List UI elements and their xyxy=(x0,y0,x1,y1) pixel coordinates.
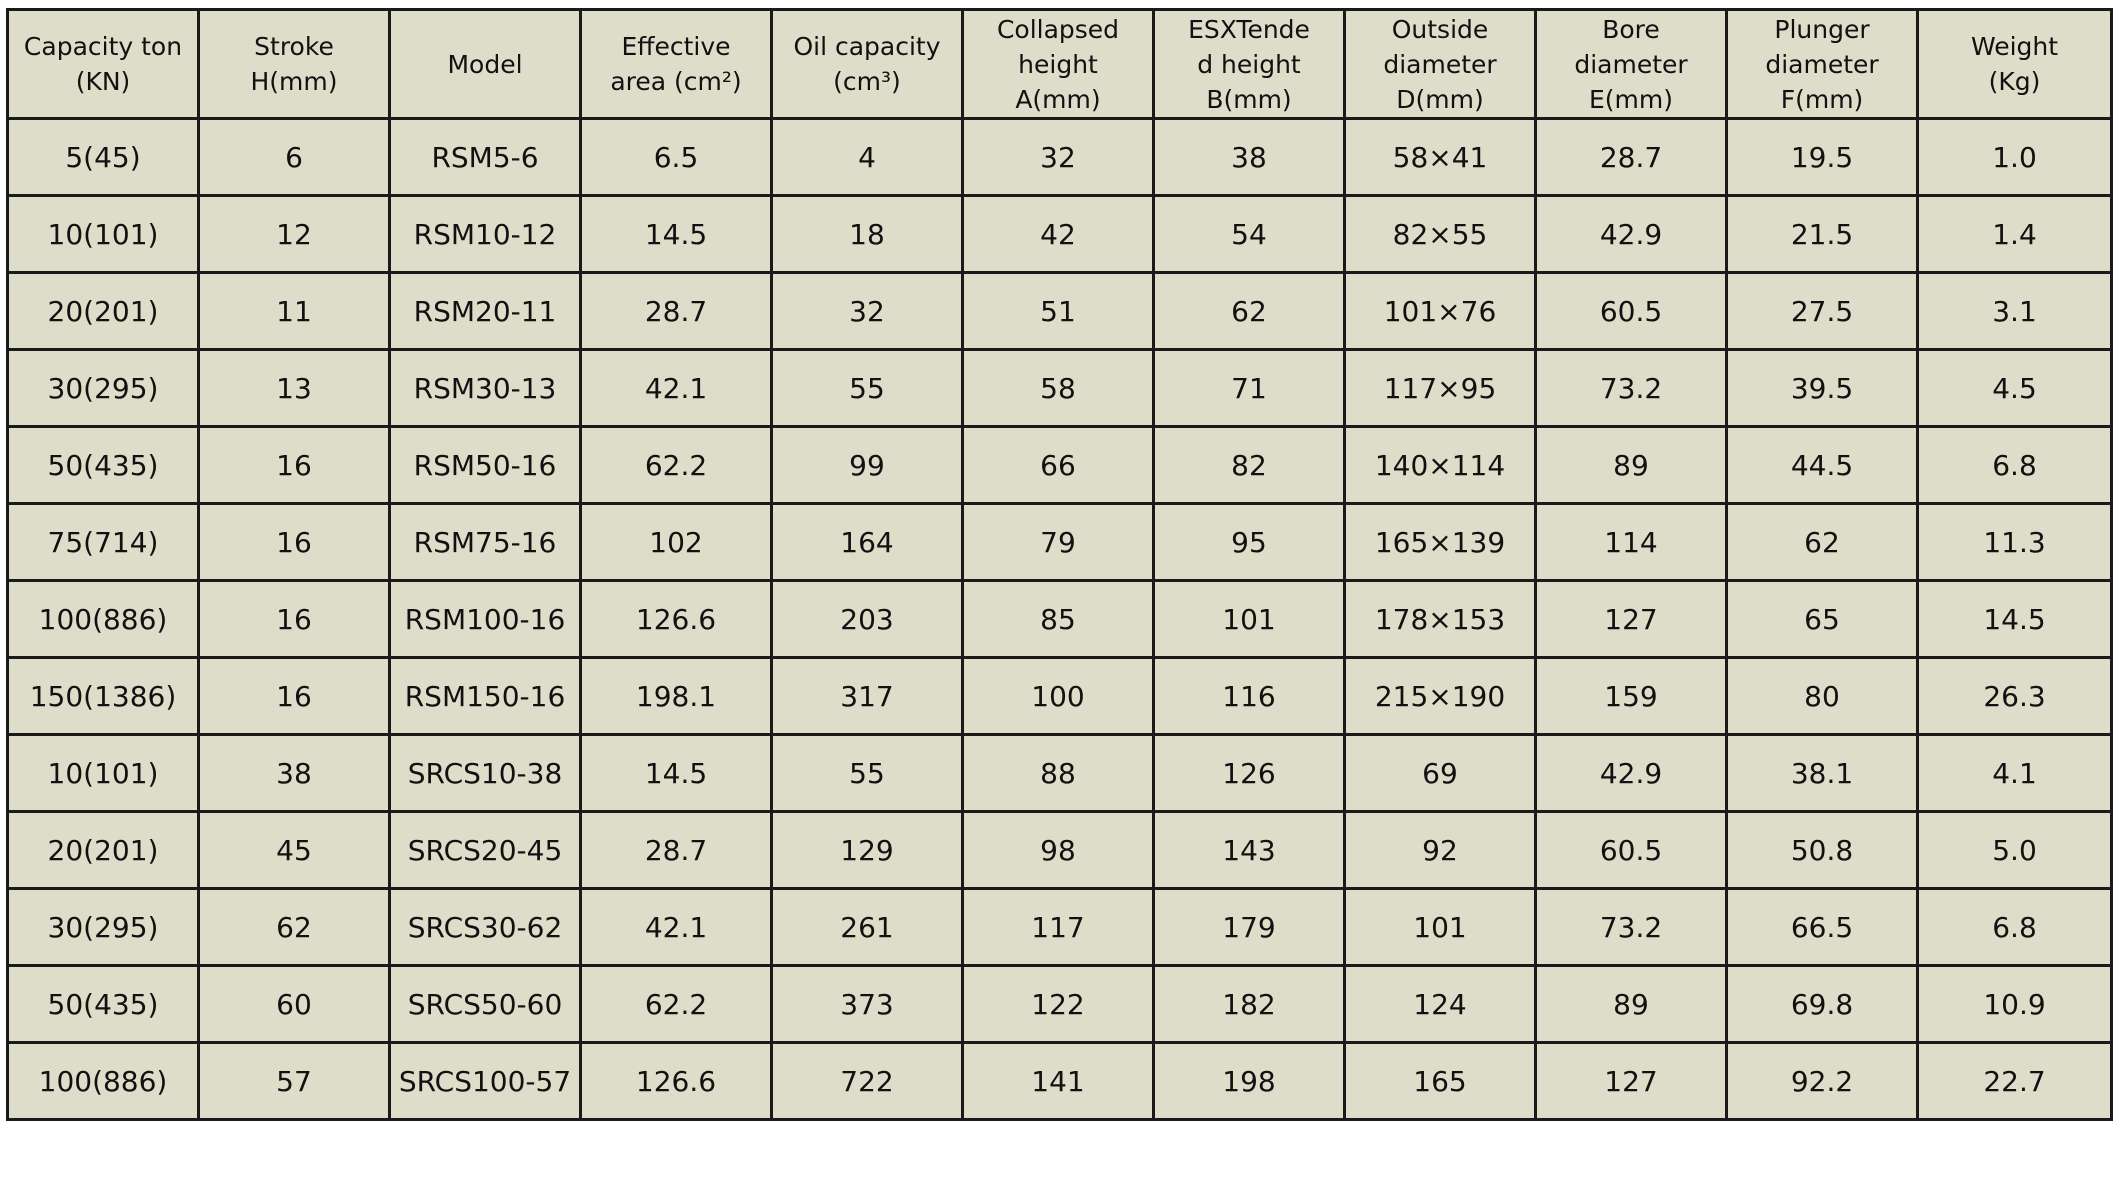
table-cell: 42.1 xyxy=(581,889,772,966)
table-cell: 127 xyxy=(1536,581,1727,658)
column-header-line: E(mm) xyxy=(1588,84,1673,114)
table-cell: 203 xyxy=(772,581,963,658)
table-header-row xyxy=(8,10,2112,119)
table-cell: 44.5 xyxy=(1727,427,1918,504)
table-cell: 4.5 xyxy=(1918,350,2112,427)
table-cell: 14.5 xyxy=(581,735,772,812)
table-cell: 198.1 xyxy=(581,658,772,735)
table-cell: 14.5 xyxy=(1918,581,2112,658)
table-cell: 126 xyxy=(1154,735,1345,812)
table-cell: 65 xyxy=(1727,581,1918,658)
column-header-line: Stroke xyxy=(254,32,334,61)
table-cell: 5(45) xyxy=(8,119,199,196)
table-cell: 39.5 xyxy=(1727,350,1918,427)
table-cell: 28.7 xyxy=(1536,119,1727,196)
table-cell: 143 xyxy=(1154,812,1345,889)
table-cell: 60 xyxy=(199,966,390,1043)
table-row xyxy=(8,735,2112,812)
table-cell: RSM150-16 xyxy=(390,658,581,735)
column-header xyxy=(8,10,199,119)
table-cell: 6.8 xyxy=(1918,889,2112,966)
table-cell: 722 xyxy=(772,1043,963,1120)
table-cell: SRCS100-57 xyxy=(390,1043,581,1120)
table-cell: 1.0 xyxy=(1918,119,2112,196)
table-cell: RSM30-13 xyxy=(390,350,581,427)
table-cell: 42.1 xyxy=(581,350,772,427)
table-cell: 55 xyxy=(772,735,963,812)
table-cell: 42.9 xyxy=(1536,735,1727,812)
table-row xyxy=(8,889,2112,966)
table-cell: 4 xyxy=(772,119,963,196)
table-cell: 20(201) xyxy=(8,812,199,889)
column-header-line: D(mm) xyxy=(1396,84,1484,114)
table-cell: 10(101) xyxy=(8,196,199,273)
table-cell: 62 xyxy=(199,889,390,966)
table-cell: 182 xyxy=(1154,966,1345,1043)
column-header xyxy=(1918,10,2112,119)
table-cell: 261 xyxy=(772,889,963,966)
table-cell: 28.7 xyxy=(581,273,772,350)
table-cell: 45 xyxy=(199,812,390,889)
column-header-line: area (cm²) xyxy=(610,67,742,96)
table-cell: 165 xyxy=(1345,1043,1536,1120)
table-cell: 127 xyxy=(1536,1043,1727,1120)
table-cell: SRCS10-38 xyxy=(390,735,581,812)
table-cell: 5.0 xyxy=(1918,812,2112,889)
table-cell: 73.2 xyxy=(1536,889,1727,966)
table-cell: 89 xyxy=(1536,966,1727,1043)
table-cell: RSM100-16 xyxy=(390,581,581,658)
table-cell: 6.5 xyxy=(581,119,772,196)
table-cell: 69.8 xyxy=(1727,966,1918,1043)
table-cell: 66.5 xyxy=(1727,889,1918,966)
table-cell: 95 xyxy=(1154,504,1345,581)
table-cell: RSM20-11 xyxy=(390,273,581,350)
column-header-line: Collapsed xyxy=(996,14,1120,44)
table-cell: 54 xyxy=(1154,196,1345,273)
table-cell: 79 xyxy=(963,504,1154,581)
table-cell: 3.1 xyxy=(1918,273,2112,350)
table-cell: 150(1386) xyxy=(8,658,199,735)
table-cell: 58×41 xyxy=(1345,119,1536,196)
table-cell: 101×76 xyxy=(1345,273,1536,350)
table-cell: 32 xyxy=(772,273,963,350)
table-body xyxy=(8,119,2112,1120)
table-cell: 62 xyxy=(1727,504,1918,581)
table-cell: 42.9 xyxy=(1536,196,1727,273)
table-cell: 51 xyxy=(963,273,1154,350)
column-header-line: B(mm) xyxy=(1206,84,1292,114)
table-cell: 99 xyxy=(772,427,963,504)
column-header-line: Plunger xyxy=(1774,14,1870,44)
table-cell: SRCS20-45 xyxy=(390,812,581,889)
column-header-line: (Kg) xyxy=(1988,67,2041,96)
table-cell: 21.5 xyxy=(1727,196,1918,273)
table-cell: 66 xyxy=(963,427,1154,504)
table-cell: 88 xyxy=(963,735,1154,812)
table-cell: 71 xyxy=(1154,350,1345,427)
table-row xyxy=(8,504,2112,581)
column-header-line: diameter xyxy=(1765,49,1879,79)
column-header-line: diameter xyxy=(1574,49,1688,79)
table-row xyxy=(8,581,2112,658)
column-header xyxy=(1536,10,1727,119)
table-cell: 80 xyxy=(1727,658,1918,735)
table-cell: 122 xyxy=(963,966,1154,1043)
table-cell: 26.3 xyxy=(1918,658,2112,735)
table-row xyxy=(8,350,2112,427)
table-cell: 14.5 xyxy=(581,196,772,273)
table-row xyxy=(8,273,2112,350)
table-cell: 50(435) xyxy=(8,427,199,504)
table-cell: 75(714) xyxy=(8,504,199,581)
column-header-line: height xyxy=(1018,49,1098,79)
table-cell: 140×114 xyxy=(1345,427,1536,504)
table-cell: 98 xyxy=(963,812,1154,889)
table-cell: 69 xyxy=(1345,735,1536,812)
column-header-line: diameter xyxy=(1383,49,1497,79)
table-cell: RSM10-12 xyxy=(390,196,581,273)
table-cell: 10(101) xyxy=(8,735,199,812)
column-header-line: Bore xyxy=(1602,14,1660,44)
table-cell: 129 xyxy=(772,812,963,889)
table-cell: RSM5-6 xyxy=(390,119,581,196)
table-cell: 16 xyxy=(199,427,390,504)
table-row xyxy=(8,119,2112,196)
column-header-line: Model xyxy=(447,49,523,79)
table-cell: 12 xyxy=(199,196,390,273)
table-cell: 124 xyxy=(1345,966,1536,1043)
table-cell: 62 xyxy=(1154,273,1345,350)
column-header xyxy=(1345,10,1536,119)
column-header-line: H(mm) xyxy=(250,67,338,96)
table-cell: 92 xyxy=(1345,812,1536,889)
table-cell: SRCS50-60 xyxy=(390,966,581,1043)
table-cell: 101 xyxy=(1154,581,1345,658)
table-cell: 38 xyxy=(1154,119,1345,196)
table-cell: 82×55 xyxy=(1345,196,1536,273)
table-cell: 10.9 xyxy=(1918,966,2112,1043)
table-cell: 27.5 xyxy=(1727,273,1918,350)
column-header xyxy=(199,10,390,119)
column-header xyxy=(581,10,772,119)
table-cell: 38.1 xyxy=(1727,735,1918,812)
table-cell: 11 xyxy=(199,273,390,350)
table-cell: 6 xyxy=(199,119,390,196)
table-cell: 18 xyxy=(772,196,963,273)
column-header-line: (KN) xyxy=(75,67,131,96)
table-cell: 11.3 xyxy=(1918,504,2112,581)
column-header-line: A(mm) xyxy=(1015,84,1101,114)
table-cell: 126.6 xyxy=(581,581,772,658)
column-header-line: (cm³) xyxy=(833,67,901,96)
table-cell: 22.7 xyxy=(1918,1043,2112,1120)
table-cell: RSM75-16 xyxy=(390,504,581,581)
table-cell: 101 xyxy=(1345,889,1536,966)
table-cell: 89 xyxy=(1536,427,1727,504)
column-header-line: Weight xyxy=(1970,32,2059,61)
table-cell: 92.2 xyxy=(1727,1043,1918,1120)
table-cell: SRCS30-62 xyxy=(390,889,581,966)
column-header-line: Effective xyxy=(621,32,731,61)
table-cell: 50(435) xyxy=(8,966,199,1043)
table-cell: 198 xyxy=(1154,1043,1345,1120)
table-cell: 50.8 xyxy=(1727,812,1918,889)
table-row xyxy=(8,966,2112,1043)
table-cell: 55 xyxy=(772,350,963,427)
table-cell: 73.2 xyxy=(1536,350,1727,427)
table-cell: 164 xyxy=(772,504,963,581)
table-cell: 6.8 xyxy=(1918,427,2112,504)
table-cell: 60.5 xyxy=(1536,273,1727,350)
table-cell: 178×153 xyxy=(1345,581,1536,658)
column-header xyxy=(390,10,581,119)
table-cell: 57 xyxy=(199,1043,390,1120)
table-cell: 16 xyxy=(199,658,390,735)
table-cell: 82 xyxy=(1154,427,1345,504)
table-cell: 62.2 xyxy=(581,966,772,1043)
table-cell: RSM50-16 xyxy=(390,427,581,504)
table-row xyxy=(8,658,2112,735)
table-row xyxy=(8,427,2112,504)
table-cell: 159 xyxy=(1536,658,1727,735)
table-cell: 100 xyxy=(963,658,1154,735)
column-header-line: Oil capacity xyxy=(793,32,941,61)
column-header-line: Outside xyxy=(1391,14,1489,44)
table-cell: 165×139 xyxy=(1345,504,1536,581)
column-header-line: ESXTende xyxy=(1188,14,1310,44)
table-row xyxy=(8,1043,2112,1120)
table-cell: 141 xyxy=(963,1043,1154,1120)
table-cell: 30(295) xyxy=(8,889,199,966)
table-cell: 100(886) xyxy=(8,581,199,658)
table-cell: 215×190 xyxy=(1345,658,1536,735)
table-cell: 32 xyxy=(963,119,1154,196)
table-cell: 28.7 xyxy=(581,812,772,889)
table-cell: 4.1 xyxy=(1918,735,2112,812)
table-cell: 100(886) xyxy=(8,1043,199,1120)
table-cell: 114 xyxy=(1536,504,1727,581)
column-header xyxy=(1727,10,1918,119)
jack-spec-table xyxy=(6,8,2113,1121)
table-cell: 42 xyxy=(963,196,1154,273)
table-cell: 30(295) xyxy=(8,350,199,427)
table-cell: 179 xyxy=(1154,889,1345,966)
table-row xyxy=(8,196,2112,273)
column-header-line: d height xyxy=(1197,49,1301,79)
table-cell: 16 xyxy=(199,581,390,658)
table-cell: 19.5 xyxy=(1727,119,1918,196)
table-cell: 13 xyxy=(199,350,390,427)
column-header-line: Capacity ton xyxy=(23,32,183,61)
table-cell: 117 xyxy=(963,889,1154,966)
table-cell: 60.5 xyxy=(1536,812,1727,889)
table-cell: 126.6 xyxy=(581,1043,772,1120)
table-cell: 38 xyxy=(199,735,390,812)
table-cell: 317 xyxy=(772,658,963,735)
table-cell: 20(201) xyxy=(8,273,199,350)
column-header xyxy=(963,10,1154,119)
table-cell: 102 xyxy=(581,504,772,581)
table-cell: 62.2 xyxy=(581,427,772,504)
table-cell: 58 xyxy=(963,350,1154,427)
table-cell: 1.4 xyxy=(1918,196,2112,273)
table-row xyxy=(8,812,2112,889)
table-cell: 116 xyxy=(1154,658,1345,735)
spec-table-container xyxy=(6,8,2110,1121)
table-cell: 117×95 xyxy=(1345,350,1536,427)
column-header xyxy=(1154,10,1345,119)
table-cell: 373 xyxy=(772,966,963,1043)
table-cell: 85 xyxy=(963,581,1154,658)
column-header xyxy=(772,10,963,119)
column-header-line: F(mm) xyxy=(1780,84,1864,114)
table-cell: 16 xyxy=(199,504,390,581)
